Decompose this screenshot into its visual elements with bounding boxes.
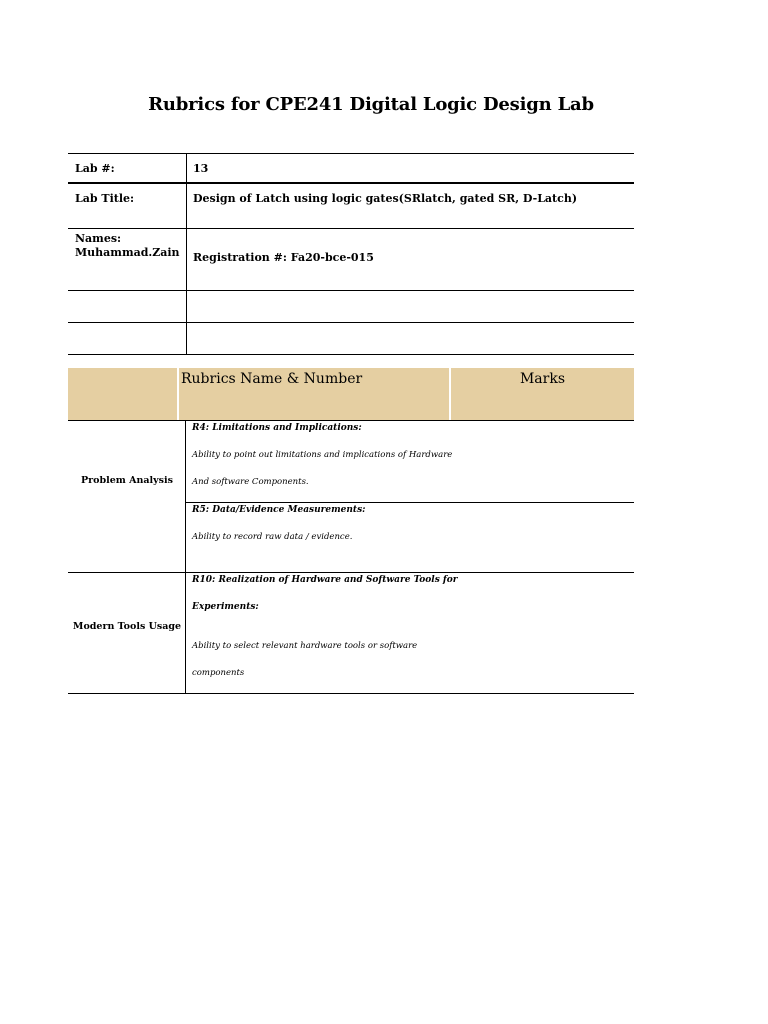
registration-number: Registration #: Fa20-bce-015 xyxy=(193,251,374,264)
marks-header: Marks xyxy=(519,371,566,387)
lab-title-row xyxy=(68,182,634,228)
rubric-r4-line-1: Ability to point out limitations and implications of Hardware xyxy=(192,450,453,460)
lab-number-row xyxy=(68,153,634,182)
rubric-name-header: Rubrics Name & Number xyxy=(181,371,363,387)
rubric-r4-line-2: And software Components. xyxy=(192,477,309,487)
names-row xyxy=(68,228,634,290)
rubric-header xyxy=(68,368,634,420)
rubric-r10-title: R10: Realization of Hardware and Software Tools for xyxy=(192,575,458,585)
rubric-r10-line-1: Ability to select relevant hardware tools or software xyxy=(192,641,418,651)
page-title: Rubrics for CPE241 Digital Logic Design Lab xyxy=(148,94,594,115)
lab-title-value: Design of Latch using logic gates(SRlatch, gated SR, D-Latch) xyxy=(193,192,578,205)
empty-row-2 xyxy=(68,322,634,354)
category-modern-tools-usage: Modern Tools Usage xyxy=(72,621,182,632)
rubric-r10-title-cont: Experiments: xyxy=(192,602,259,612)
rubric-r10-line-2: components xyxy=(192,668,245,678)
rubric-item-r10 xyxy=(186,573,634,680)
category-problem-analysis: Problem Analysis xyxy=(80,475,173,486)
lab-info-table xyxy=(68,153,634,355)
lab-title-label: Lab Title: xyxy=(75,192,135,205)
modern-tools-section xyxy=(68,572,634,693)
rubric-r5-line-1: Ability to record raw data / evidence. xyxy=(192,532,353,542)
rubric-r5-title: R5: Data/Evidence Measurements: xyxy=(192,505,366,515)
names-label: Names: xyxy=(75,232,122,245)
problem-analysis-section xyxy=(68,420,634,572)
rubric-item-r4 xyxy=(186,421,634,502)
rubric-r4-title: R4: Limitations and Implications: xyxy=(192,423,362,433)
student-name: Muhammad.Zain xyxy=(75,246,180,259)
lab-number-label: Lab #: xyxy=(75,162,115,175)
rubric-item-r5 xyxy=(186,502,634,573)
lab-number-value: 13 xyxy=(193,162,209,175)
rubric-table xyxy=(68,368,634,694)
empty-row-1 xyxy=(68,290,634,322)
